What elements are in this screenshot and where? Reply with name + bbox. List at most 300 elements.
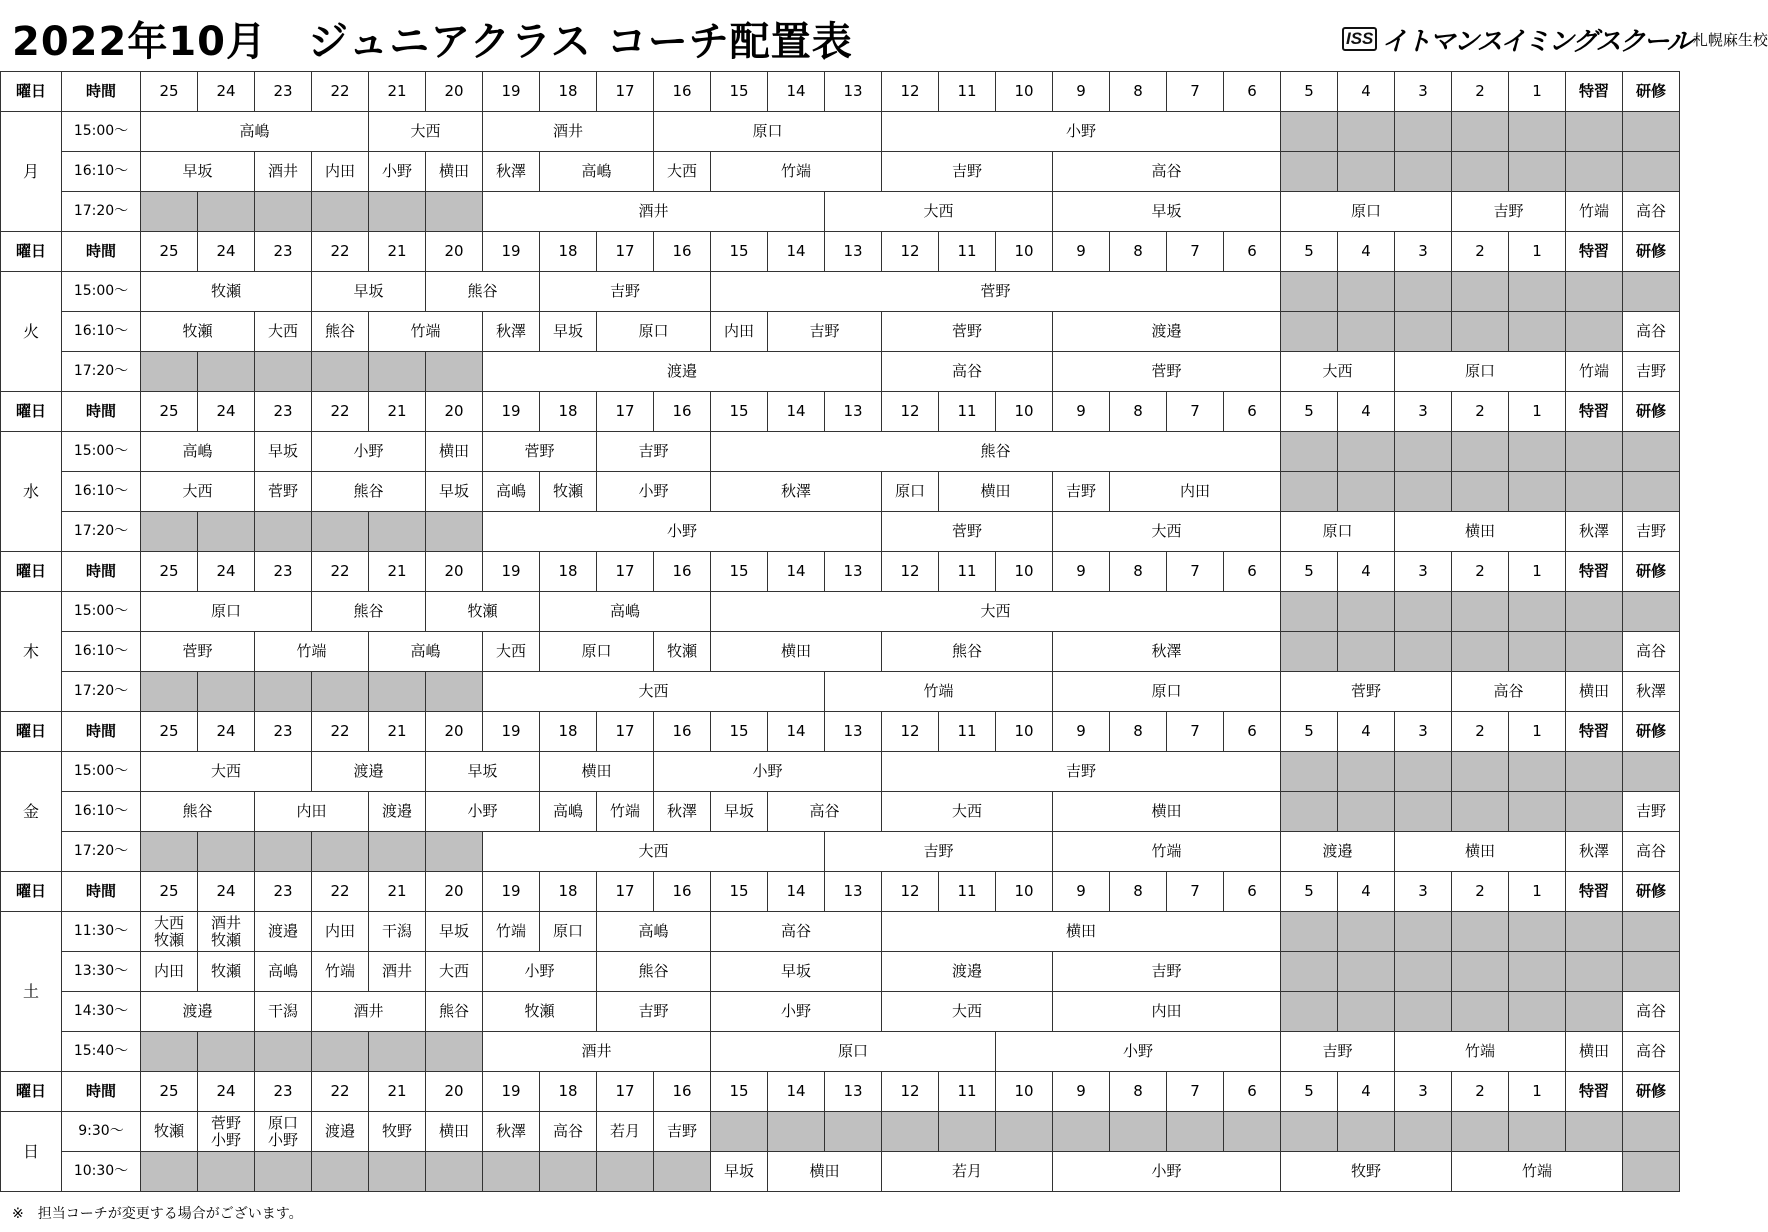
column-header: 時間 [62, 392, 141, 432]
coach-cell: 竹端 [483, 912, 540, 952]
column-header: 18 [540, 72, 597, 112]
column-header: 7 [1167, 232, 1224, 272]
column-header: 19 [483, 872, 540, 912]
column-header: 時間 [62, 712, 141, 752]
coach-cell: 菅野 [1281, 672, 1452, 712]
coach-cell: 吉野 [825, 832, 1053, 872]
column-header: 曜日 [1, 392, 62, 432]
column-header: 11 [939, 72, 996, 112]
column-header: 14 [768, 392, 825, 432]
column-header: 曜日 [1, 552, 62, 592]
table-row [1, 832, 1680, 872]
column-header: 19 [483, 552, 540, 592]
column-header: 特習 [1566, 552, 1623, 592]
header-row [1, 72, 1680, 112]
column-header: 25 [141, 1072, 198, 1112]
coach-cell: 原口 [1281, 512, 1395, 552]
coach-cell: 高嶋 [597, 912, 711, 952]
time-cell: 10:30〜 [62, 1152, 141, 1192]
column-header: 特習 [1566, 872, 1623, 912]
coach-cell: 原口 [540, 632, 654, 672]
column-header: 17 [597, 72, 654, 112]
column-header: 曜日 [1, 872, 62, 912]
coach-cell: 早坂 [255, 432, 312, 472]
empty-slot [1452, 992, 1509, 1032]
empty-slot [312, 672, 369, 712]
coach-cell: 竹端 [255, 632, 369, 672]
time-cell: 16:10〜 [62, 472, 141, 512]
empty-slot [1509, 952, 1566, 992]
coach-cell: 大西 牧瀬 [141, 912, 198, 952]
empty-slot [1338, 592, 1395, 632]
column-header: 13 [825, 72, 882, 112]
column-header: 特習 [1566, 1072, 1623, 1112]
empty-slot [1281, 152, 1338, 192]
empty-slot [255, 512, 312, 552]
empty-slot [198, 672, 255, 712]
coach-cell: 熊谷 [312, 472, 426, 512]
empty-slot [1452, 792, 1509, 832]
empty-slot [312, 1032, 369, 1072]
coach-cell: 吉野 [540, 272, 711, 312]
coach-cell: 横田 [426, 152, 483, 192]
empty-slot [1338, 632, 1395, 672]
empty-slot [1623, 592, 1680, 632]
coach-cell: 原口 [882, 472, 939, 512]
column-header: 特習 [1566, 72, 1623, 112]
column-header: 23 [255, 712, 312, 752]
column-header: 4 [1338, 1072, 1395, 1112]
time-cell: 11:30〜 [62, 912, 141, 952]
empty-slot [426, 1152, 483, 1192]
column-header: 15 [711, 232, 768, 272]
column-header: 7 [1167, 712, 1224, 752]
coach-cell: 内田 [1053, 992, 1281, 1032]
table-row [1, 1032, 1680, 1072]
coach-cell: 高嶋 [540, 152, 654, 192]
coach-cell: 菅野 [882, 512, 1053, 552]
coach-cell: 酒井 [312, 992, 426, 1032]
coach-cell: 横田 [768, 1152, 882, 1192]
header-row [1, 1072, 1680, 1112]
coach-cell: 熊谷 [882, 632, 1053, 672]
coach-cell: 横田 [1566, 672, 1623, 712]
empty-slot [1395, 992, 1452, 1032]
coach-cell: 熊谷 [312, 592, 426, 632]
coach-cell: 牧瀬 [483, 992, 597, 1032]
coach-cell: 小野 [597, 472, 711, 512]
column-header: 11 [939, 392, 996, 432]
coach-cell: 内田 [312, 152, 369, 192]
table-row [1, 792, 1680, 832]
empty-slot [1566, 272, 1623, 312]
day-label: 土 [1, 912, 62, 1072]
empty-slot [540, 1152, 597, 1192]
coach-cell: 牧瀬 [198, 952, 255, 992]
coach-cell: 吉野 [882, 752, 1281, 792]
coach-cell: 渡邉 [1281, 832, 1395, 872]
column-header: 18 [540, 552, 597, 592]
coach-cell: 原口 [654, 112, 882, 152]
table-row [1, 992, 1680, 1032]
empty-slot [1452, 592, 1509, 632]
coach-cell: 高谷 [1623, 832, 1680, 872]
column-header: 21 [369, 1072, 426, 1112]
coach-cell: 竹端 [1566, 192, 1623, 232]
column-header: 13 [825, 552, 882, 592]
coach-cell: 吉野 [1281, 1032, 1395, 1072]
coach-cell: 横田 [1395, 512, 1566, 552]
coach-cell: 内田 [255, 792, 369, 832]
empty-slot [1509, 592, 1566, 632]
empty-slot [141, 512, 198, 552]
empty-slot [1623, 952, 1680, 992]
column-header: 4 [1338, 232, 1395, 272]
iss-logo-icon: ISS [1342, 27, 1377, 51]
empty-slot [1509, 152, 1566, 192]
empty-slot [1338, 312, 1395, 352]
coach-cell: 秋澤 [654, 792, 711, 832]
column-header: 7 [1167, 72, 1224, 112]
empty-slot [426, 192, 483, 232]
empty-slot [1338, 792, 1395, 832]
coach-cell: 牧瀬 [141, 1112, 198, 1152]
column-header: 5 [1281, 552, 1338, 592]
table-row [1, 272, 1680, 312]
table-row [1, 1112, 1680, 1152]
column-header: 13 [825, 872, 882, 912]
footnote: ※ 担当コーチが変更する場合がございます。 [12, 1206, 303, 1222]
coach-cell: 若月 [597, 1112, 654, 1152]
coach-cell: 横田 [1395, 832, 1566, 872]
column-header: 1 [1509, 712, 1566, 752]
time-cell: 15:00〜 [62, 432, 141, 472]
column-header: 14 [768, 872, 825, 912]
coach-cell: 吉野 [882, 152, 1053, 192]
column-header: 研修 [1623, 232, 1680, 272]
column-header: 21 [369, 392, 426, 432]
school-brand-name: イトマンスイミングスクール [1381, 26, 1691, 57]
column-header: 4 [1338, 872, 1395, 912]
coach-cell: 秋澤 [1566, 832, 1623, 872]
coach-cell: 菅野 [882, 312, 1053, 352]
column-header: 曜日 [1, 1072, 62, 1112]
column-header: 6 [1224, 552, 1281, 592]
coach-cell: 高嶋 [141, 112, 369, 152]
column-header: 2 [1452, 232, 1509, 272]
column-header: 1 [1509, 872, 1566, 912]
empty-slot [1452, 312, 1509, 352]
column-header: 5 [1281, 72, 1338, 112]
coach-cell: 横田 [426, 432, 483, 472]
table-row [1, 192, 1680, 232]
empty-slot [1452, 752, 1509, 792]
column-header: 時間 [62, 552, 141, 592]
column-header: 4 [1338, 712, 1395, 752]
coach-cell: 干潟 [255, 992, 312, 1032]
column-header: 2 [1452, 392, 1509, 432]
coach-cell: 小野 [882, 112, 1281, 152]
empty-slot [198, 352, 255, 392]
column-header: 19 [483, 232, 540, 272]
column-header: 16 [654, 552, 711, 592]
empty-slot [1623, 1152, 1680, 1192]
empty-slot [1281, 272, 1338, 312]
header-row [1, 392, 1680, 432]
column-header: 1 [1509, 1072, 1566, 1112]
coach-cell: 内田 [312, 912, 369, 952]
empty-slot [1566, 592, 1623, 632]
column-header: 19 [483, 1072, 540, 1112]
time-cell: 17:20〜 [62, 672, 141, 712]
coach-cell: 渡邉 [1053, 312, 1281, 352]
column-header: 20 [426, 232, 483, 272]
coach-cell: 竹端 [825, 672, 1053, 712]
coach-cell: 原口 [597, 312, 711, 352]
column-header: 22 [312, 232, 369, 272]
empty-slot [1338, 152, 1395, 192]
table-row [1, 152, 1680, 192]
empty-slot [597, 1152, 654, 1192]
column-header: 24 [198, 232, 255, 272]
coach-cell: 酒井 [483, 1032, 711, 1072]
column-header: 8 [1110, 392, 1167, 432]
column-header: 12 [882, 392, 939, 432]
column-header: 3 [1395, 712, 1452, 752]
column-header: 23 [255, 552, 312, 592]
empty-slot [1509, 112, 1566, 152]
empty-slot [198, 192, 255, 232]
column-header: 14 [768, 1072, 825, 1112]
empty-slot [1338, 952, 1395, 992]
coach-cell: 横田 [711, 632, 882, 672]
coach-cell: 小野 [426, 792, 540, 832]
column-header: 25 [141, 392, 198, 432]
column-header: 9 [1053, 392, 1110, 432]
coach-cell: 竹端 [597, 792, 654, 832]
empty-slot [1623, 472, 1680, 512]
column-header: 24 [198, 72, 255, 112]
coach-cell: 竹端 [312, 952, 369, 992]
coach-cell: 熊谷 [426, 272, 540, 312]
coach-cell: 大西 [483, 672, 825, 712]
coach-cell: 渡邉 [312, 752, 426, 792]
coach-cell: 牧野 [1281, 1152, 1452, 1192]
empty-slot [369, 1152, 426, 1192]
coach-cell: 渡邉 [255, 912, 312, 952]
column-header: 1 [1509, 72, 1566, 112]
coach-cell: 高嶋 [141, 432, 255, 472]
column-header: 8 [1110, 72, 1167, 112]
empty-slot [1110, 1112, 1167, 1152]
coach-cell: 熊谷 [426, 992, 483, 1032]
empty-slot [1281, 912, 1338, 952]
coach-cell: 高嶋 [483, 472, 540, 512]
empty-slot [1395, 112, 1452, 152]
empty-slot [1167, 1112, 1224, 1152]
empty-slot [255, 672, 312, 712]
column-header: 24 [198, 872, 255, 912]
coach-cell: 吉野 [1452, 192, 1566, 232]
empty-slot [654, 1152, 711, 1192]
table-row [1, 432, 1680, 472]
empty-slot [1566, 152, 1623, 192]
column-header: 25 [141, 712, 198, 752]
page-title: 2022年10月 ジュニアクラス コーチ配置表 [12, 19, 853, 65]
coach-cell: 大西 [882, 992, 1053, 1032]
column-header: 5 [1281, 872, 1338, 912]
coach-cell: 熊谷 [711, 432, 1281, 472]
empty-slot [1338, 432, 1395, 472]
column-header: 14 [768, 712, 825, 752]
column-header: 21 [369, 712, 426, 752]
table-row [1, 952, 1680, 992]
empty-slot [1509, 912, 1566, 952]
school-branch-name: 札幌麻生校 [1692, 30, 1768, 49]
column-header: 特習 [1566, 712, 1623, 752]
column-header: 5 [1281, 1072, 1338, 1112]
column-header: 1 [1509, 392, 1566, 432]
coach-cell: 大西 [825, 192, 1053, 232]
coach-cell: 高谷 [1623, 312, 1680, 352]
time-cell: 15:00〜 [62, 272, 141, 312]
coach-cell: 熊谷 [312, 312, 369, 352]
column-header: 4 [1338, 392, 1395, 432]
empty-slot [1395, 432, 1452, 472]
empty-slot [1509, 792, 1566, 832]
time-cell: 9:30〜 [62, 1112, 141, 1152]
empty-slot [1281, 752, 1338, 792]
empty-slot [1623, 1112, 1680, 1152]
coach-cell: 酒井 牧瀬 [198, 912, 255, 952]
time-cell: 14:30〜 [62, 992, 141, 1032]
empty-slot [1281, 792, 1338, 832]
column-header: 17 [597, 1072, 654, 1112]
coach-cell: 高谷 [768, 792, 882, 832]
coach-cell: 大西 [1281, 352, 1395, 392]
coach-cell: 原口 [711, 1032, 996, 1072]
empty-slot [1509, 272, 1566, 312]
column-header: 6 [1224, 1072, 1281, 1112]
coach-cell: 小野 [483, 512, 882, 552]
coach-cell: 秋澤 [1623, 672, 1680, 712]
empty-slot [1452, 1112, 1509, 1152]
column-header: 21 [369, 232, 426, 272]
empty-slot [141, 352, 198, 392]
coach-cell: 高谷 [711, 912, 882, 952]
column-header: 16 [654, 1072, 711, 1112]
empty-slot [312, 1152, 369, 1192]
coach-cell: 早坂 [426, 912, 483, 952]
column-header: 13 [825, 392, 882, 432]
column-header: 20 [426, 712, 483, 752]
column-header: 2 [1452, 872, 1509, 912]
empty-slot [1566, 632, 1623, 672]
column-header: 1 [1509, 552, 1566, 592]
coach-cell: 牧瀬 [141, 312, 255, 352]
column-header: 8 [1110, 552, 1167, 592]
coach-cell: 小野 [312, 432, 426, 472]
empty-slot [141, 192, 198, 232]
column-header: 12 [882, 872, 939, 912]
empty-slot [768, 1112, 825, 1152]
empty-slot [1395, 272, 1452, 312]
coach-cell: 早坂 [426, 752, 540, 792]
time-cell: 15:40〜 [62, 1032, 141, 1072]
coach-cell: 吉野 [654, 1112, 711, 1152]
time-cell: 16:10〜 [62, 152, 141, 192]
column-header: 8 [1110, 872, 1167, 912]
schedule-body [1, 72, 1680, 1192]
day-label: 水 [1, 432, 62, 552]
time-cell: 16:10〜 [62, 632, 141, 672]
column-header: 13 [825, 232, 882, 272]
empty-slot [1452, 632, 1509, 672]
coach-cell: 早坂 [312, 272, 426, 312]
coach-cell: 小野 [1053, 1152, 1281, 1192]
column-header: 15 [711, 72, 768, 112]
column-header: 17 [597, 552, 654, 592]
empty-slot [1623, 912, 1680, 952]
empty-slot [1338, 112, 1395, 152]
coach-cell: 秋澤 [483, 152, 540, 192]
empty-slot [1623, 272, 1680, 312]
day-label: 火 [1, 272, 62, 392]
coach-cell: 吉野 [1623, 512, 1680, 552]
column-header: 8 [1110, 1072, 1167, 1112]
column-header: 12 [882, 232, 939, 272]
column-header: 時間 [62, 1072, 141, 1112]
coach-cell: 横田 [939, 472, 1053, 512]
coach-cell: 小野 [996, 1032, 1281, 1072]
column-header: 4 [1338, 552, 1395, 592]
coach-cell: 渡邉 [369, 792, 426, 832]
column-header: 研修 [1623, 1072, 1680, 1112]
table-row [1, 472, 1680, 512]
column-header: 20 [426, 552, 483, 592]
column-header: 22 [312, 552, 369, 592]
column-header: 22 [312, 872, 369, 912]
column-header: 18 [540, 712, 597, 752]
empty-slot [1623, 152, 1680, 192]
coach-cell: 牧瀬 [426, 592, 540, 632]
coach-cell: 酒井 [255, 152, 312, 192]
column-header: 25 [141, 232, 198, 272]
coach-cell: 大西 [711, 592, 1281, 632]
coach-cell: 酒井 [483, 192, 825, 232]
empty-slot [1053, 1112, 1110, 1152]
empty-slot [1395, 152, 1452, 192]
column-header: 20 [426, 392, 483, 432]
empty-slot [1452, 272, 1509, 312]
column-header: 13 [825, 712, 882, 752]
coach-cell: 内田 [711, 312, 768, 352]
column-header: 6 [1224, 72, 1281, 112]
empty-slot [426, 672, 483, 712]
column-header: 22 [312, 1072, 369, 1112]
empty-slot [1452, 912, 1509, 952]
column-header: 研修 [1623, 872, 1680, 912]
column-header: 13 [825, 1072, 882, 1112]
column-header: 5 [1281, 232, 1338, 272]
coach-cell: 高谷 [1623, 192, 1680, 232]
empty-slot [369, 1032, 426, 1072]
column-header: 24 [198, 392, 255, 432]
coach-cell: 早坂 [711, 792, 768, 832]
empty-slot [369, 512, 426, 552]
empty-slot [1623, 752, 1680, 792]
column-header: 11 [939, 232, 996, 272]
